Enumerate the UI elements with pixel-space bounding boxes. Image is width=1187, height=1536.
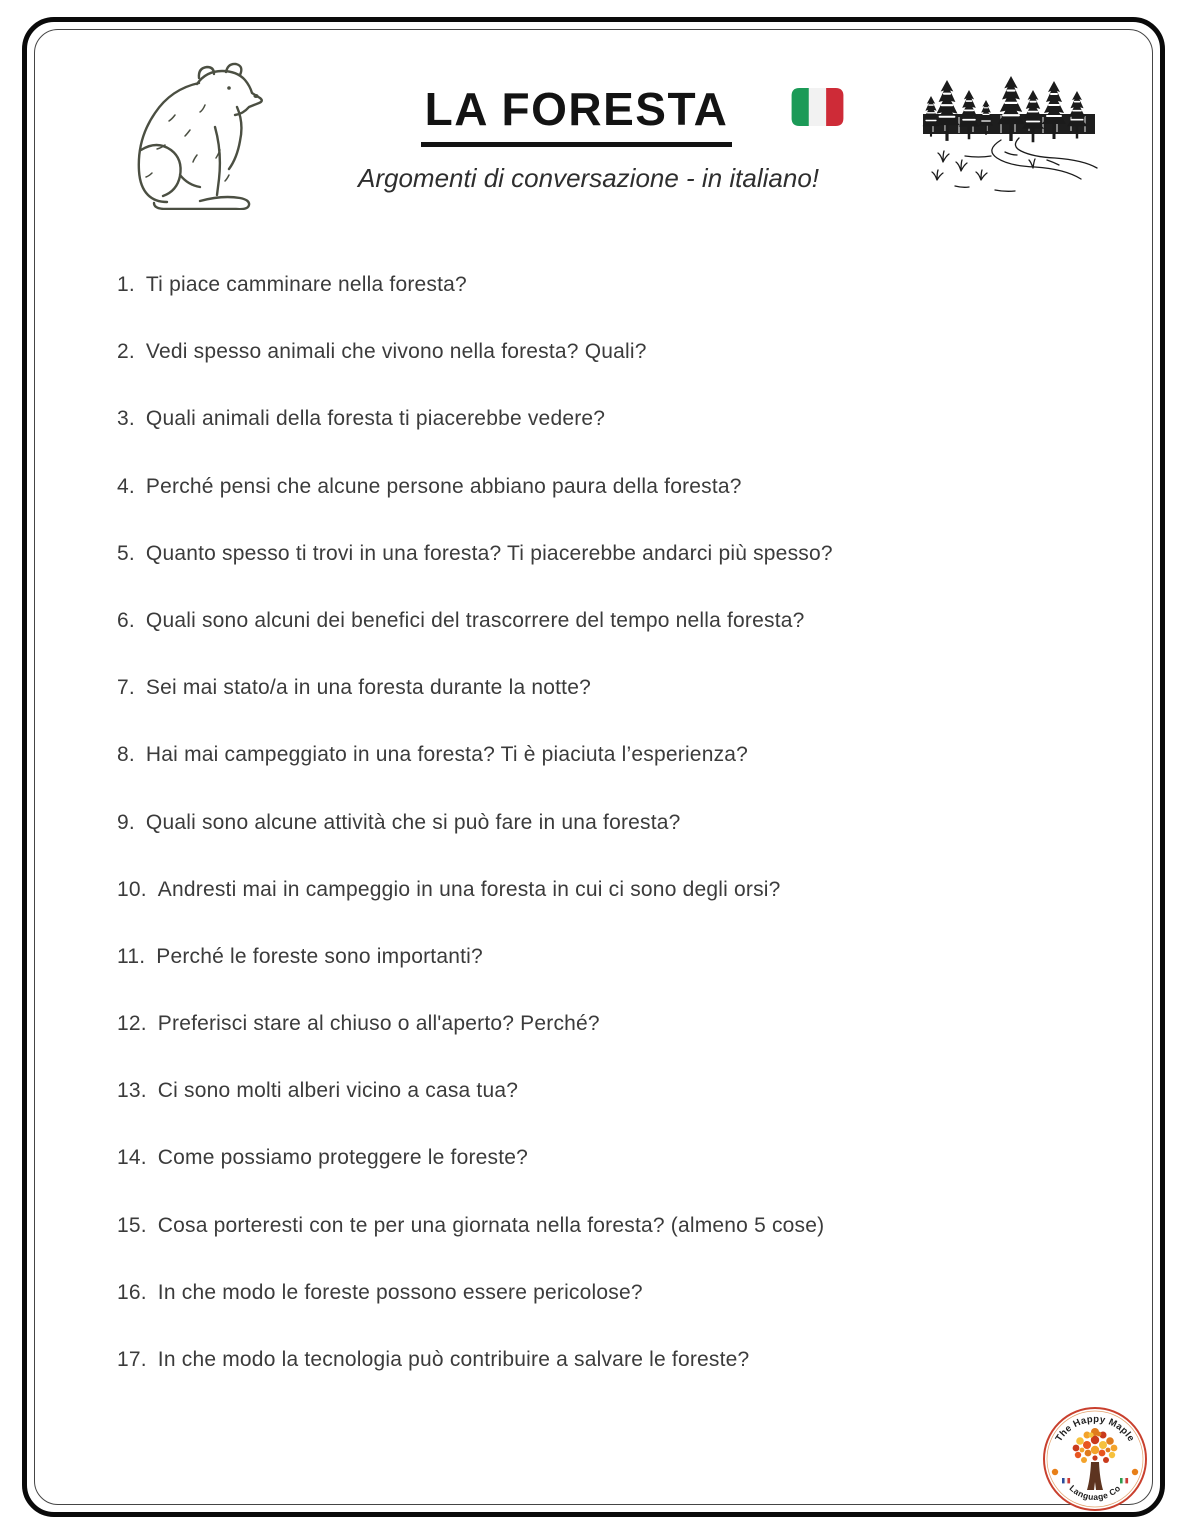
question-number: 13. [117, 1079, 147, 1103]
question-item [117, 742, 1132, 809]
question-number: 9. [117, 810, 135, 834]
question-item [117, 1145, 1132, 1212]
question-number: 11. [117, 944, 146, 968]
question-item [117, 1011, 1132, 1078]
question-text: Vedi spesso animali che vivono nella foresta? Quali? [145, 340, 647, 364]
question-list [117, 272, 1132, 1414]
question-number: 14. [117, 1146, 147, 1170]
question-item [117, 608, 1132, 675]
question-item [117, 339, 1132, 406]
question-item [117, 406, 1132, 473]
question-item [117, 1280, 1132, 1347]
question-number: 8. [117, 743, 135, 767]
question-text: Andresti mai in campeggio in una foresta in cui ci sono degli orsi? [157, 877, 781, 901]
question-item [117, 944, 1132, 1011]
happy-maple-logo [1040, 1404, 1150, 1514]
question-text: Cosa porteresti con te per una giornata nella foresta? (almeno 5 cose) [157, 1213, 825, 1237]
question-text: In che modo la tecnologia può contribuire a salvare le foreste? [157, 1348, 750, 1371]
question-item [117, 877, 1132, 944]
question-item [117, 1347, 1132, 1414]
question-item [117, 675, 1132, 742]
question-number: 17. [117, 1348, 147, 1371]
question-item [117, 810, 1132, 877]
question-number: 1. [117, 273, 135, 296]
question-text: Quanto spesso ti trovi in una foresta? Ti piacerebbe andarci più spesso? [145, 541, 833, 565]
question-text: Ci sono molti alberi vicino a casa tua? [157, 1079, 519, 1103]
question-text: Quali sono alcuni dei benefici del trascorrere del tempo nella foresta? [145, 608, 805, 632]
logo-text-bottom: Language Co [1067, 1482, 1123, 1503]
question-text: Hai mai campeggiato in una foresta? Ti è piaciuta l’esperienza? [145, 743, 749, 767]
italy-flag-icon [791, 88, 844, 126]
question-text: Perché pensi che alcune persone abbiano paura della foresta? [145, 474, 742, 498]
question-text: In che modo le foreste possono essere pericolose? [157, 1280, 643, 1304]
forest-icon [915, 68, 1105, 200]
question-item [117, 272, 1132, 339]
logo-dot-right [1132, 1469, 1138, 1475]
logo-text-top: The Happy Maple [1053, 1413, 1137, 1444]
question-item [117, 1078, 1132, 1145]
question-number: 4. [117, 474, 135, 498]
question-text: Quali animali della foresta ti piacerebbe vedere? [145, 407, 606, 431]
logo-dot-left [1052, 1469, 1058, 1475]
question-text: Quali sono alcune attività che si può fare in una foresta? [145, 810, 681, 834]
question-text: Sei mai stato/a in una foresta durante la notte? [145, 676, 591, 700]
question-item [117, 541, 1132, 608]
question-number: 12. [117, 1012, 147, 1036]
question-number: 15. [117, 1213, 147, 1237]
question-text: Preferisci stare al chiuso o all'aperto? Perché? [157, 1012, 600, 1036]
page-subtitle: Argomenti di conversazione - in italiano! [357, 163, 820, 193]
question-text: Perché le foreste sono importanti? [156, 944, 483, 968]
question-number: 3. [117, 407, 135, 431]
question-text: Ti piace camminare nella foresta? [145, 273, 467, 296]
page-title: LA FORESTA [421, 82, 733, 147]
question-item [117, 474, 1132, 541]
question-number: 10. [117, 877, 147, 901]
question-number: 7. [117, 676, 135, 700]
logo-french-flag-icon [1062, 1478, 1070, 1483]
question-number: 6. [117, 608, 135, 632]
question-number: 5. [117, 541, 135, 565]
question-number: 16. [117, 1280, 147, 1304]
logo-italian-flag-icon [1120, 1478, 1128, 1483]
question-number: 2. [117, 340, 135, 364]
question-item [117, 1213, 1132, 1280]
question-text: Come possiamo proteggere le foreste? [157, 1146, 529, 1170]
